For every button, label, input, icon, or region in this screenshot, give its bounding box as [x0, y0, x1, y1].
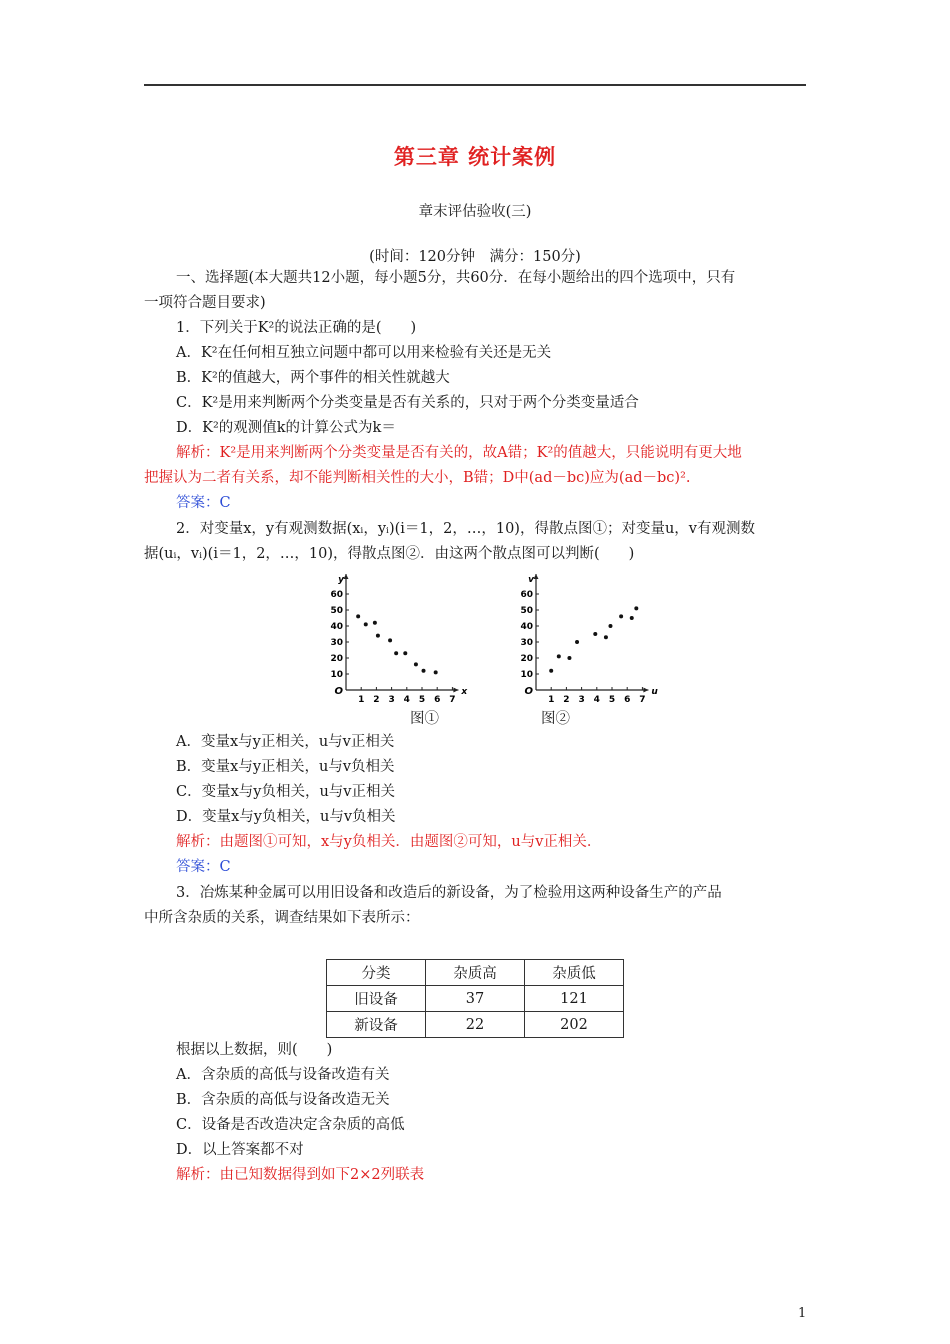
q3-option-d: D．以上答案都不对	[176, 1142, 304, 1158]
section-intro-line2: 一项符合题目要求)	[144, 295, 266, 311]
x-tick-label: 5	[608, 695, 616, 702]
x-axis-arrow	[643, 688, 648, 693]
origin-label: O	[334, 686, 343, 697]
table-header-row	[327, 960, 624, 986]
chapter-title: 第三章 统计案例	[393, 144, 557, 169]
data-point	[630, 616, 634, 620]
y-tick-label: 10	[520, 670, 533, 680]
data-point	[373, 621, 377, 625]
origin-label: O	[524, 686, 533, 697]
x-tick-label: 2	[373, 695, 380, 702]
table-cell: 202	[525, 1012, 624, 1038]
y-tick-label: 50	[330, 606, 343, 616]
data-point	[608, 624, 612, 628]
x-tick-label: 6	[624, 695, 631, 702]
q2-analysis: 解析：由题图①可知，x与y负相关．由题图②可知，u与v正相关．	[176, 834, 602, 850]
q3-option-a: A．含杂质的高低与设备改造有关	[176, 1067, 390, 1083]
table-cell: 旧设备	[327, 986, 426, 1012]
q3-stem-line1: 3．冶炼某种金属可以用旧设备和改造后的新设备，为了检验用这两种设备生产的产品	[176, 885, 722, 901]
y-tick-label: 10	[330, 670, 343, 680]
y-tick-label: 30	[520, 638, 533, 648]
y-tick-label: 60	[330, 590, 343, 600]
table-cell: 新设备	[327, 1012, 426, 1038]
q2-option-d: D．变量x与y负相关，u与v负相关	[176, 809, 396, 825]
x-tick-label: 6	[434, 695, 441, 702]
x-tick-label: 1	[358, 695, 365, 702]
chapter-subtitle: 章末评估验收(三)	[418, 204, 532, 220]
data-point	[403, 651, 407, 655]
q1-analysis-line2: 把握认为二者有关系，却不能判断相关性的大小，B错；D中(ad－bc)应为(ad－bc)².	[144, 470, 691, 486]
section-intro-line1: 一、选择题(本大题共12小题，每小题5分，共60分．在每小题给出的四个选项中，只有	[176, 270, 736, 286]
q1-answer: 答案：C	[176, 495, 231, 511]
x-tick-label: 5	[418, 695, 426, 702]
y-tick-label: 60	[520, 590, 533, 600]
q1-option-a: A．K²在任何相互独立问题中都可以用来检验有关还是无关	[176, 345, 552, 361]
x-tick-label: 4	[593, 695, 600, 702]
data-point	[593, 632, 597, 636]
x-tick-label: 4	[403, 695, 410, 702]
y-tick-label: 40	[330, 622, 343, 632]
table-cell: 37	[426, 986, 525, 1012]
table-row	[327, 986, 624, 1012]
q3-analysis: 解析：由已知数据得到如下2×2列联表	[176, 1167, 425, 1183]
data-point	[422, 669, 426, 673]
data-point	[604, 635, 608, 639]
figure-1-label: 图①	[410, 711, 439, 727]
y-axis-arrow	[344, 574, 349, 579]
q3-option-b: B．含杂质的高低与设备改造无关	[176, 1092, 390, 1108]
data-point	[619, 614, 623, 618]
data-point	[567, 656, 571, 660]
q3-stem-line2: 中所含杂质的关系，调查结果如下表所示：	[144, 910, 420, 926]
data-point	[434, 670, 438, 674]
table-header-cell: 杂质低	[525, 960, 624, 986]
x-tick-label: 3	[388, 695, 395, 702]
y-axis-label: y	[338, 575, 344, 585]
data-point	[388, 638, 392, 642]
table-header-cell: 分类	[327, 960, 426, 986]
q3-question: 根据以上数据，则( )	[176, 1042, 333, 1058]
data-point	[634, 606, 638, 610]
q2-stem-line2: 据(uᵢ，vᵢ)(i＝1，2，…，10)，得散点图②．由这两个散点图可以判断( )	[144, 546, 635, 562]
table-row	[327, 1012, 624, 1038]
y-tick-label: 50	[520, 606, 533, 616]
x-tick-label: 2	[563, 695, 570, 702]
data-point	[376, 634, 380, 638]
page-number: 1	[798, 1306, 807, 1321]
data-point	[549, 669, 553, 673]
exam-meta: (时间：120分钟 满分：150分)	[369, 249, 581, 265]
y-tick-label: 30	[330, 638, 343, 648]
data-point	[394, 651, 398, 655]
x-axis-label: u	[651, 687, 658, 697]
q1-option-c: C．K²是用来判断两个分类变量是否有关系的，只对于两个分类变量适合	[176, 395, 639, 411]
data-point	[356, 614, 360, 618]
table-cell: 22	[426, 1012, 525, 1038]
q2-answer: 答案：C	[176, 859, 231, 875]
x-axis-arrow	[453, 688, 458, 693]
q2-option-b: B．变量x与y正相关，u与v负相关	[176, 759, 395, 775]
data-point	[575, 640, 579, 644]
q2-option-a: A．变量x与y正相关，u与v正相关	[176, 734, 395, 750]
q2-stem-line1: 2．对变量x，y有观测数据(xᵢ，yᵢ)(i＝1，2，…，10)，得散点图①；对变量u，v有观测数	[176, 521, 755, 537]
q3-option-c: C．设备是否改造决定含杂质的高低	[176, 1117, 405, 1133]
x-tick-label: 7	[639, 695, 646, 702]
y-axis-label: v	[528, 575, 534, 585]
x-tick-label: 7	[449, 695, 456, 702]
x-tick-label: 3	[578, 695, 585, 702]
table-header-cell: 杂质高	[426, 960, 525, 986]
x-tick-label: 1	[548, 695, 555, 702]
data-point	[414, 662, 418, 666]
y-tick-label: 20	[520, 654, 533, 664]
scatter-plot-1	[322, 572, 472, 702]
q3-data-table	[326, 959, 624, 1038]
data-point	[364, 622, 368, 626]
x-axis-label: x	[461, 687, 468, 697]
q1-analysis-line1: 解析：K²是用来判断两个分类变量是否有关的，故A错；K²的值越大，只能说明有更大地	[176, 445, 742, 461]
y-tick-label: 40	[520, 622, 533, 632]
q1-option-b: B．K²的值越大，两个事件的相关性就越大	[176, 370, 450, 386]
figure-2-label: 图②	[541, 711, 570, 727]
table-cell: 121	[525, 986, 624, 1012]
y-axis-arrow	[534, 574, 539, 579]
data-point	[557, 654, 561, 658]
q2-option-c: C．变量x与y负相关，u与v正相关	[176, 784, 395, 800]
header-rule	[144, 84, 806, 86]
q1-option-d: D．K²的观测值k的计算公式为k＝	[176, 420, 396, 436]
scatter-plot-2	[512, 572, 662, 702]
y-tick-label: 20	[330, 654, 343, 664]
q1-stem: 1．下列关于K²的说法正确的是( )	[176, 320, 417, 336]
